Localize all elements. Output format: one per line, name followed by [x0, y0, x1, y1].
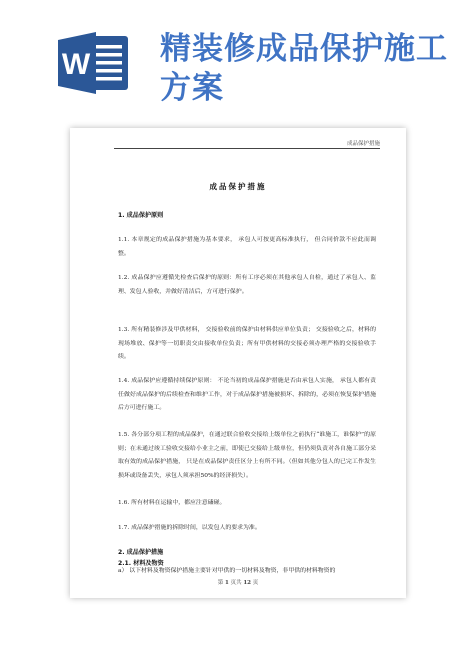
word-document-icon	[58, 32, 130, 94]
section-heading-2: 2. 成品保护措施	[118, 549, 164, 556]
section-heading-2-1: 2.1. 材料及物资	[118, 560, 164, 567]
paragraph-1-3: 1.3. 所有精装修涉及甲供材料， 交接验收前的保护由材料供应单位负责； 交接验收之后，材料的现场堆放、保护等一切职责交由接收单位负责；所有甲供材料的交接必须办理严格的交接验收手续。	[118, 327, 377, 361]
header-divider	[114, 148, 380, 149]
page-number: 第 1 页共 12 页	[217, 580, 259, 586]
paragraph-1-5: 1.5. 各分部分项工程的成品保护，在通过联合验收交接给上级单位之前执行“谁施工，谁保护”的原则；在未通过竣工验收交接给小业主之前，即使已交接给上级单位，但仍须负责对各自施工部分采取有效的成品保护措施， 只是在成品保护责任区分上有所不同。（但如其他分包人的已完工作发生损坏或设备丢失，承包人须承担50%的经济损失）。	[118, 432, 376, 479]
paragraph-1-4: 1.4. 成品保护应遵循持续保护原则： 不论当初的成品保护措施是否由承包人实施， 承包人都有责任做好成品保护的后续检查和维护工作，对于成品保护措施被损坏、拆除的，必须在恢复保护措施后方可进行施工。	[118, 378, 377, 412]
current-page: 1	[225, 580, 229, 586]
paragraph-1-7: 1.7. 成品保护措施的拆除时间，以发包人的要求为准。	[118, 525, 261, 531]
page-header-text: 成品保护措施	[346, 141, 380, 147]
paragraph-1-1: 1.1. 本章规定的成品保护措施为基本要求， 承包人可按更高标准执行， 但合同价款不应此而调整。	[118, 237, 376, 257]
total-pages: 12	[243, 580, 251, 586]
svg-text:W: W	[61, 48, 91, 81]
document-title: 成品保护措施	[209, 182, 267, 191]
banner-title: 精装修成品保护施工方案	[160, 31, 448, 106]
document-page	[70, 128, 406, 598]
paragraph-1-6: 1.6. 所有材料在运输中，都应注意磕碰。	[118, 500, 226, 506]
item-a-text: a） 以下材料及物资保护措施主要针对甲供的一切材料及物资，非甲供的材料物资的	[118, 568, 336, 574]
section-heading-1: 1. 成品保护原则	[118, 212, 164, 219]
paragraph-1-2: 1.2. 成品保护应遵循先检查后保护的原则：所有工序必须在其他承包人自检，通过了承包人、监理、发包人验收，并做好清洁后，方可进行保护。	[118, 275, 377, 295]
